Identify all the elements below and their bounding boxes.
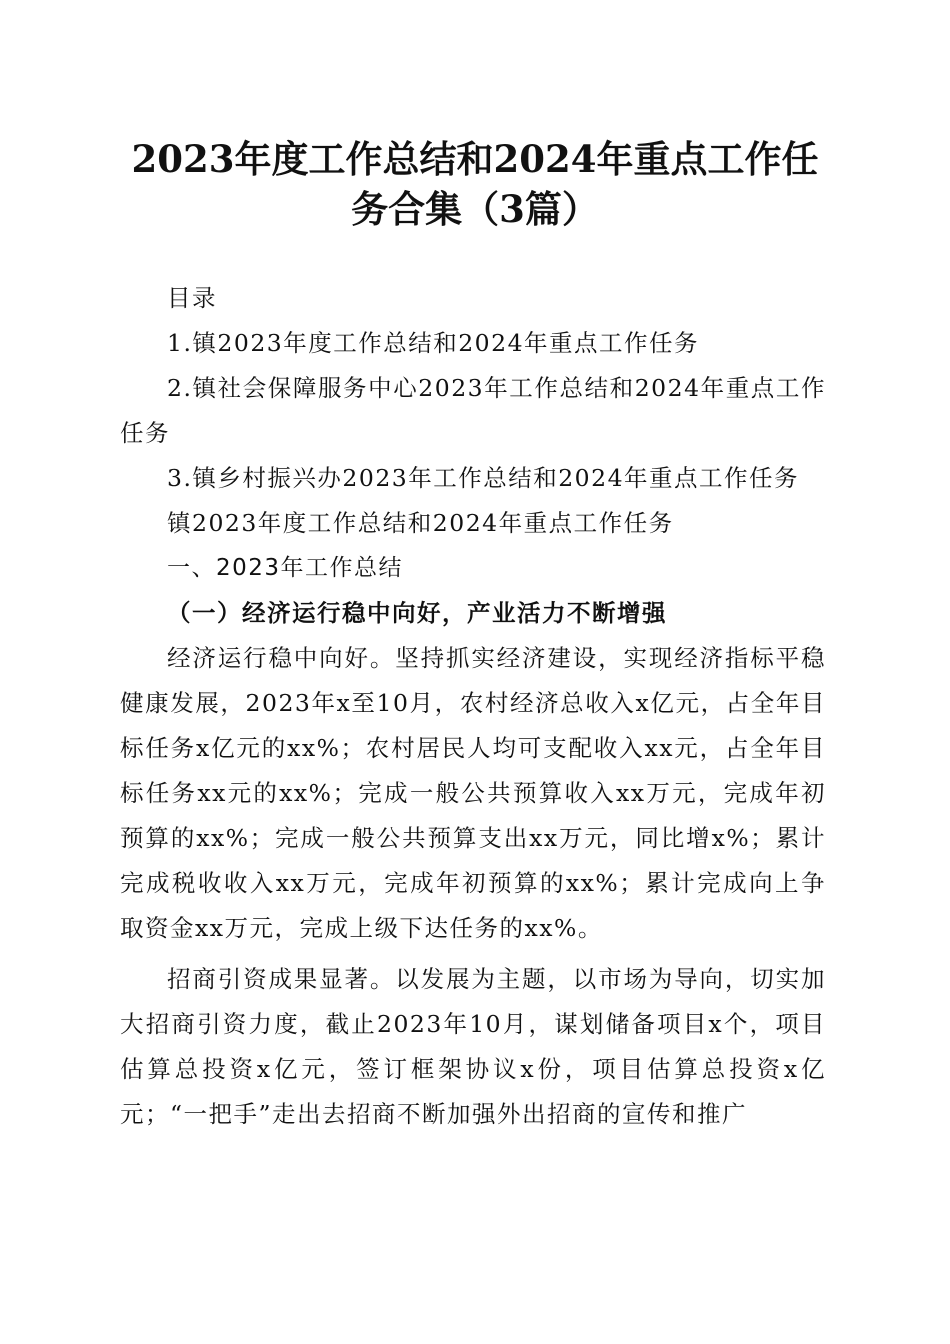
paragraph-investment: 招商引资成果显著。以发展为主题，以市场为导向，切实加大招商引资力度，截止2023年10月，谋划储备项目x个，项目估算总投资x亿元，签订框架协议x份，项目估算总投资x亿元；“一把手”走出去招商不断加强外出招商的宣传和推广 [120, 965, 826, 1128]
document-title: 2023年度工作总结和2024年重点工作任务合集（3篇） [131, 137, 819, 231]
toc-item-1: 1.镇2023年度工作总结和2024年重点工作任务 [167, 329, 700, 357]
toc-label: 目录 [167, 284, 217, 312]
document-body [120, 276, 826, 1137]
subsection-heading: （一）经济运行稳中向好，产业活力不断增强 [167, 599, 667, 627]
toc-item-3: 3.镇乡村振兴办2023年工作总结和2024年重点工作任务 [167, 464, 800, 492]
paragraph-economy: 经济运行稳中向好。坚持抓实经济建设，实现经济指标平稳健康发展，2023年x至10月，农村经济总收入x亿元，占全年目标任务x亿元的xx%；农村居民人均可支配收入xx元，占全年目标任务xx元的xx%；完成一般公共预算收入xx万元，完成年初预算的xx%；完成一般公共预算支出xx万元，同比增x%；累计完成税收收入xx万元，完成年初预算的xx%；累计完成向上争取资金xx万元，完成上级下达任务的xx%。 [120, 644, 826, 942]
article-subtitle: 镇2023年度工作总结和2024年重点工作任务 [167, 509, 674, 537]
section-heading: 一、2023年工作总结 [167, 555, 404, 581]
toc-item-2: 2.镇社会保障服务中心2023年工作总结和2024年重点工作任务 [120, 374, 826, 447]
